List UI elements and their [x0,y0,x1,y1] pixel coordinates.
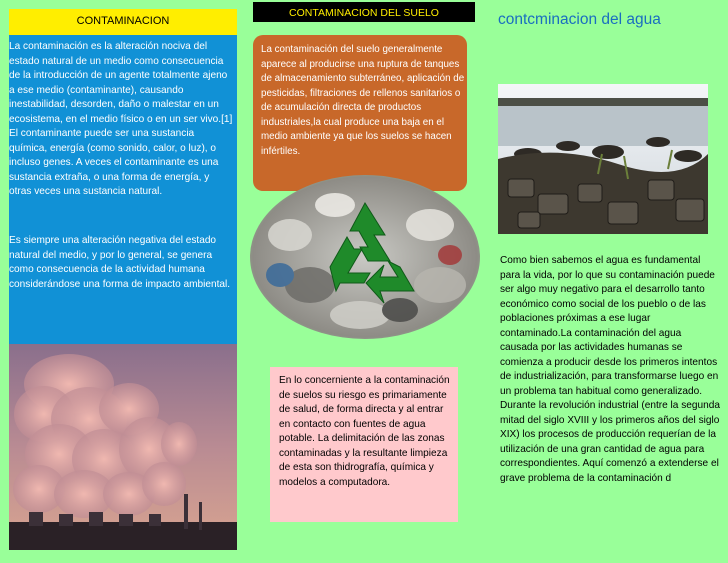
polluted-water-image [498,84,708,234]
water-section-title: contcminacion del agua [498,11,661,28]
garbage-recycle-image [250,175,480,340]
soil-paragraph: La contaminación del suelo generalmente aparece al producirse una ruptura de tanques de almacenamiento subterráneo, aplicación de pesticidas, filtraciones de rellenos sanitarios o de acumulación directa de productos industriales,la cual produce una baja en el medio ambiente ya que los suelos se hacen infértiles. [261,44,465,157]
left-paragraph-1: La contaminación es la alteración nociva del estado natural de un medio como consecuencia de la introducción de un agente totalmente ajeno a ese medio (contaminante), causando inestabilidad, desorden, daño o malestar en un ecosistema, en el medio físico o en un ser vivo.[1] El contaminante puede ser una sustancia química, energía (como sonido, calor, o luz), o incluso genes. A veces el contaminante es una sustancia extraña, o una forma de energía, y otras veces una sustancia natural. [9,41,233,197]
soil-risk-box [270,367,458,522]
soil-title-bar [253,2,475,22]
left-title-bar [9,9,237,35]
left-section-title: CONTAMINACION [76,15,170,27]
soil-risk-paragraph: En lo concerniente a la contaminación de suelos su riesgo es primariamente de salud, de forma directa y al entrar en contacto con fuentes de agua potable. La delimitación de las zonas contaminadas y la resultante limpieza de esta son thidrografía, química y modelos a computadora. [279,375,450,488]
water-paragraph: Como bien sabemos el agua es fundamental para la vida, por lo que su contaminación puede ser algo muy negativo para el desarrollo tanto económico como social de los pueblo o de las poblaciones próximas a ese lugar contaminado.La contaminación del agua causada por las actividades humanas se comienza a producir desde los primeros intentos de industrialización, para transformarse luego en un problema tan habitual como generalizado. Durante la revolución industrial (entre la segunda mitad del siglo XVIII y los primeros años del siglo XIX) los procesos de producción requerían de la utilización de una gran cantidad de agua para correspondientes. Aquí comenzó a extenderse el grave problema de la contaminación d [500,255,720,484]
soil-text-box [253,35,467,191]
left-paragraph-2: Es siempre una alteración negativa del estado natural del medio, y por lo general, se genera como consecuencia de la actividad humana considerándose una forma de impacto ambiental. [9,235,231,290]
left-text-panel [9,35,237,365]
smokestack-pollution-image [9,344,237,550]
soil-section-title: CONTAMINACION DEL SUELO [289,7,439,19]
